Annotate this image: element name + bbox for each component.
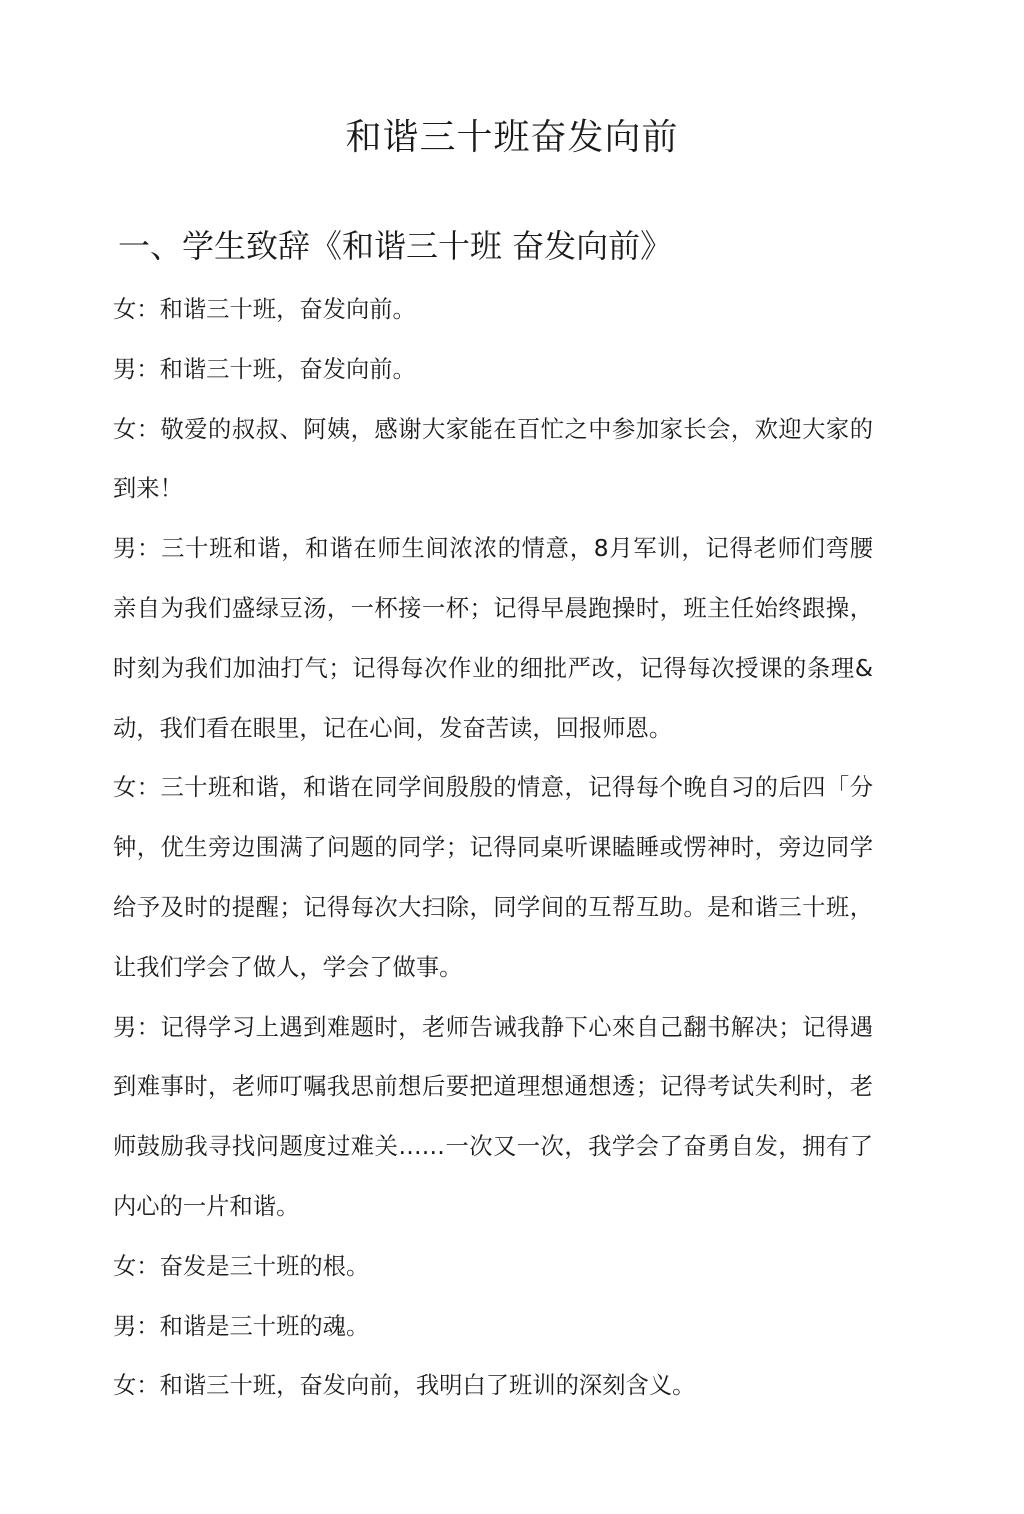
paragraph: 女：和谐三十班，奋发向前，我明白了班训的深刻含义。 [113, 1372, 696, 1400]
paragraph: 男：和谐是三十班的魂。 [113, 1312, 370, 1340]
paragraph: 男：和谐三十班，奋发向前。 [113, 355, 416, 383]
paragraph: 男：记得学习上遇到难题时，老师告诫我静下心來自己翻书解决；记得遇到难事时，老师叮嘱我思前想后要把道理想通想透；记得考试失利时，老师鼓励我寻找问题度过难关……一次又一次，我学会了奋勇自发，拥有了内心的一片和谐。 [113, 1013, 873, 1220]
paragraph: 女：奋发是三十班的根。 [113, 1252, 370, 1280]
paragraph: 女：三十班和谐，和谐在同学间殷殷的情意，记得每个晚自习的后四「分钟，优生旁边围满了问题的同学；记得同桌听课瞌睡或愣神时，旁边同学给予及时的提醒；记得每次大扫除，同学间的互帮互助。是和谐三十班，让我们学会了做人，学会了做事。 [113, 774, 873, 981]
paragraph: 女：敬爱的叔叔、阿姨，感谢大家能在百忙之中参加家长会，欢迎大家的到来！ [113, 415, 873, 503]
paragraph: 男：三十班和谐，和谐在师生间浓浓的情意，8月军训，记得老师们弯腰亲自为我们盛绿豆汤，一杯接一杯；记得早晨跑操时，班主任始终跟操，时刻为我们加油打气；记得每次作业的细批严改，记得每次授课的条理&动，我们看在眼里，记在心间，发奋苦读，回报师恩。 [113, 535, 873, 742]
section-heading: 一、学生致辞《和谐三十班 奋发向前》 [118, 227, 673, 265]
document-body [113, 280, 873, 1416]
document-title: 和谐三十班奋发向前 [345, 117, 679, 158]
paragraph: 女：和谐三十班，奋发向前。 [113, 296, 416, 323]
